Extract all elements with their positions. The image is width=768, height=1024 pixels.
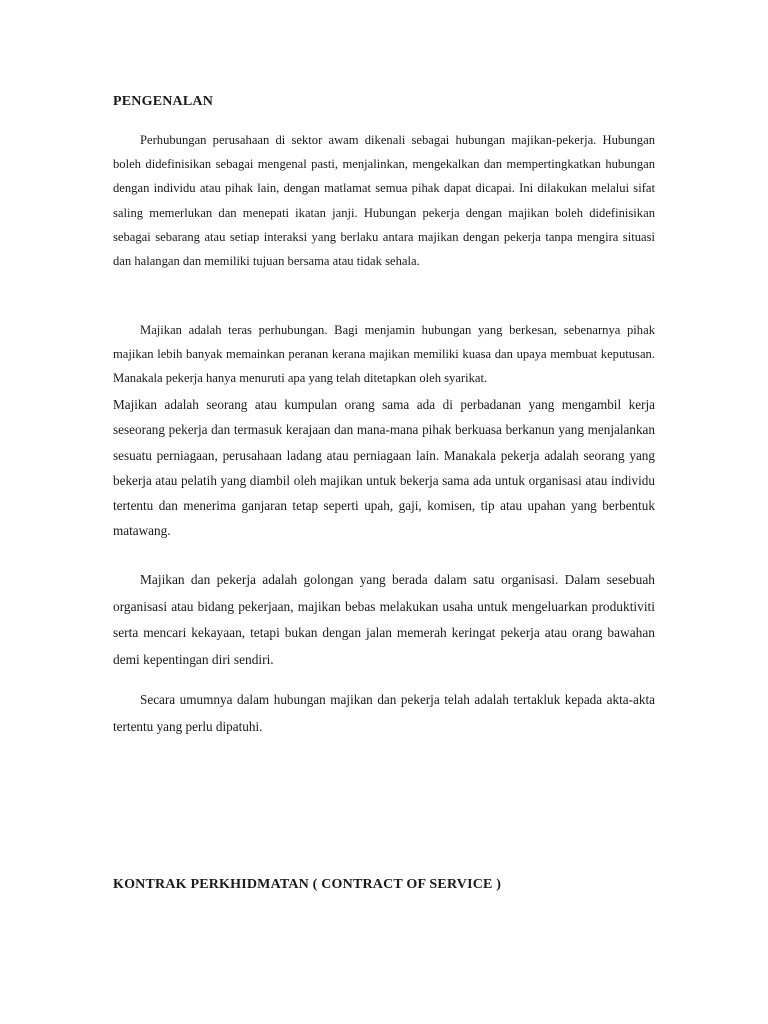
paragraph-1: Perhubungan perusahaan di sektor awam dikenali sebagai hubungan majikan-pekerja. Hubungan boleh didefinisikan sebagai mengenal pasti, menjalinkan, mengekalkan dan mempertingkatkan hubungan dengan individu atau pihak lain, dengan matlamat semua pihak dapat dicapai. Ini dilakukan melalui sifat saling memerlukan dan menepati ikatan janji. Hubungan pekerja dengan majikan boleh didefinisikan sebagai sebarang atau setiap interaksi yang berlaku antara majikan dengan pekerja tanpa mengira situasi dan halangan dan memiliki tujuan bersama atau tidak sehala. bbox=[113, 133, 655, 269]
paragraph-4: Majikan dan pekerja adalah golongan yang berada dalam satu organisasi. Dalam sesebuah organisasi atau bidang pekerjaan, majikan bebas melakukan usaha untuk mengeluarkan produktiviti serta mencari kekayaan, tetapi bukan dengan jalan memerah keringat pekerja atau orang bawahan demi kepentingan diri sendiri. bbox=[113, 572, 655, 667]
paragraph-3: Majikan adalah seorang atau kumpulan orang sama ada di perbadanan yang mengambil kerja seseorang pekerja dan termasuk kerajaan dan mana-mana pihak berkuasa berkanun yang menjalankan sesuatu perniagaan, perusahaan ladang atau perniagaan lain. Manakala pekerja adalah seorang yang bekerja atau pelatih yang diambil oleh majikan untuk bekerja sama ada untuk organisasi atau individu tertentu dan menerima ganjaran tetap seperti upah, gaji, komisen, tip atau upahan yang berbentuk matawang. bbox=[113, 397, 655, 539]
section-heading-kontrak-perkhidmatan: KONTRAK PERKHIDMATAN ( CONTRACT OF SERVICE ) bbox=[113, 877, 502, 892]
paragraph-5: Secara umumnya dalam hubungan majikan dan pekerja telah adalah tertakluk kepada akta-akta tertentu yang perlu dipatuhi. bbox=[113, 692, 655, 734]
section-heading-pengenalan: PENGENALAN bbox=[113, 94, 214, 109]
paragraph-2: Majikan adalah teras perhubungan. Bagi menjamin hubungan yang berkesan, sebenarnya pihak majikan lebih banyak memainkan peranan kerana majikan memiliki kuasa dan upaya membuat keputusan. Manakala pekerja hanya menuruti apa yang telah ditetapkan oleh syarikat. bbox=[113, 323, 655, 386]
